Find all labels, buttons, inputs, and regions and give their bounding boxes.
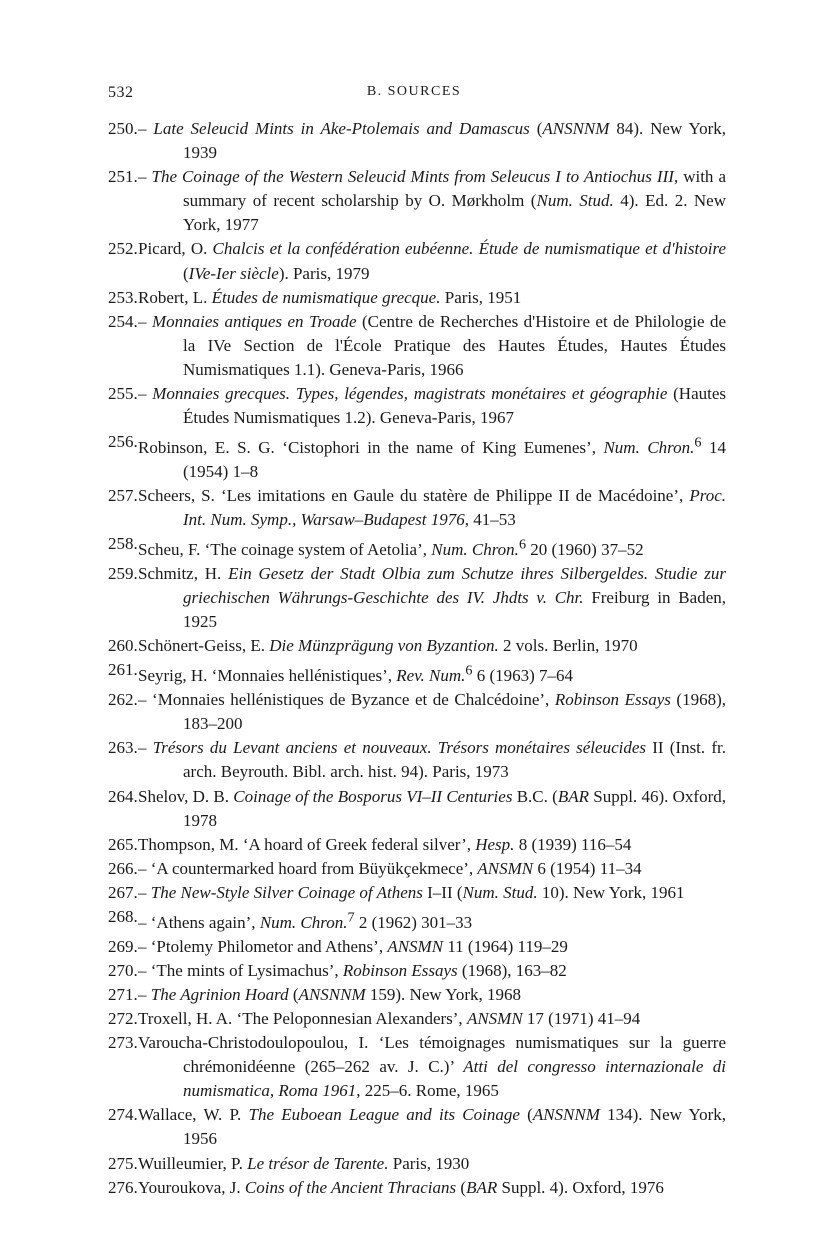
entry-number: 267. bbox=[108, 882, 138, 902]
bibliography-entry bbox=[108, 905, 726, 935]
entry-number: 274. bbox=[108, 1105, 138, 1125]
bibliography-entry bbox=[108, 532, 726, 562]
bibliography-entry bbox=[108, 382, 726, 430]
entry-number: 263. bbox=[108, 738, 138, 758]
entry-text: Robert, L. Études de numismatique grecque. Paris, 1951 bbox=[138, 287, 522, 307]
entry-text: Troxell, H. A. ‘The Peloponnesian Alexanders’, ANSMN 17 (1971) 41–94 bbox=[138, 1009, 641, 1028]
bibliography-entry bbox=[108, 165, 726, 237]
entry-text: Schönert-Geiss, E. Die Münzprägung von Byzantion. 2 vols. Berlin, 1970 bbox=[138, 636, 638, 656]
entry-number: 256. bbox=[108, 432, 138, 452]
bibliography-entry bbox=[108, 833, 726, 857]
running-head: B. SOURCES bbox=[366, 84, 462, 99]
bibliography-entry bbox=[108, 736, 726, 784]
entry-text: – ‘A countermarked hoard from Büyükçekmece’, ANSMN 6 (1954) 11–34 bbox=[138, 858, 642, 878]
entry-number: 269. bbox=[108, 936, 138, 956]
entry-text: Thompson, M. ‘A hoard of Greek federal silver’, Hesp. 8 (1939) 116–54 bbox=[138, 834, 632, 854]
entry-number: 252. bbox=[108, 239, 138, 259]
entry-number: 265. bbox=[108, 834, 138, 854]
entry-number: 272. bbox=[108, 1009, 138, 1028]
bibliography-entry bbox=[108, 959, 726, 983]
bibliography-entry bbox=[108, 658, 726, 688]
bibliography-entry bbox=[108, 935, 726, 959]
bibliography-entry bbox=[108, 1152, 726, 1176]
entry-text: – ‘Athens again’, Num. Chron.$^7$ 2 (1962) 301–33 bbox=[138, 908, 473, 932]
entry-text: – ‘Monnaies hellénistiques de Byzance et de Chalcédoine’, Robinson Essays (1968), 183–200 bbox=[138, 690, 726, 734]
entry-text: Schmitz, H. Ein Gesetz der Stadt Olbia zum Schutze ihres Silbergeldes. Studie zur griechischen Währungs-Geschichte des IV. Jhdts v. Chr. Freiburg in Baden, 1925 bbox=[138, 564, 726, 632]
entry-text: – The Agrinion Hoard (ANSNNM 159). New York, 1968 bbox=[138, 984, 522, 1004]
bibliography-entry bbox=[108, 430, 726, 484]
entry-text: Varoucha-Christodoulopoulou, I. ‘Les témoignages numismatiques sur la guerre chrémonidéenne (265–262 av. J. C.)’ Atti del congresso internazionale di numismatica, Roma 1961, 225–6. Rome, 1965 bbox=[138, 1033, 727, 1101]
bibliography-entry bbox=[108, 983, 726, 1007]
entry-text: Shelov, D. B. Coinage of the Bosporus VI–II Centuries B.C. (BAR Suppl. 46). Oxford, 1978 bbox=[138, 786, 726, 830]
entry-text: Wallace, W. P. The Euboean League and its Coinage (ANSNNM 134). New York, 1956 bbox=[138, 1105, 726, 1149]
entry-number: 260. bbox=[108, 636, 138, 656]
entry-number: 259. bbox=[108, 564, 138, 583]
page-number: 532 bbox=[108, 84, 134, 101]
entry-text: Robinson, E. S. G. ‘Cistophori in the name of King Eumenes’, Num. Chron.$^6$ 14 (1954) 1–8 bbox=[138, 434, 727, 481]
bibliography-entry bbox=[108, 1176, 726, 1200]
entry-number: 276. bbox=[108, 1177, 138, 1197]
entry-text: Wuilleumier, P. Le trésor de Tarente. Paris, 1930 bbox=[138, 1153, 470, 1173]
bibliography-entry bbox=[108, 484, 726, 532]
bibliography-entry bbox=[108, 562, 726, 634]
entry-number: 253. bbox=[108, 287, 138, 307]
entry-number: 255. bbox=[108, 384, 138, 404]
entry-text: – Late Seleucid Mints in Ake-Ptolemais and Damascus (ANSNNM 84). New York, 1939 bbox=[138, 119, 727, 163]
bibliography-list bbox=[108, 117, 726, 1200]
entry-number: 250. bbox=[108, 119, 138, 138]
entry-number: 257. bbox=[108, 486, 138, 506]
entry-text: – The New-Style Silver Coinage of Athens I–II (Num. Stud. 10). New York, 1961 bbox=[138, 882, 685, 902]
bibliography-entry bbox=[108, 634, 726, 658]
bibliography-entry bbox=[108, 237, 726, 285]
entry-number: 264. bbox=[108, 786, 138, 806]
entry-number: 258. bbox=[108, 534, 138, 554]
entry-number: 273. bbox=[108, 1033, 138, 1053]
entry-text: Scheers, S. ‘Les imitations en Gaule du statère de Philippe II de Macédoine’, Proc. Int. Num. Symp., Warsaw–Budapest 1976, 41–53 bbox=[138, 486, 726, 530]
bibliography-entry bbox=[108, 688, 726, 736]
bibliography-entry bbox=[108, 1103, 726, 1151]
entry-text: – The Coinage of the Western Seleucid Mints from Seleucus I to Antiochus III, with a summary of recent scholarship by O. Mørkholm (Num. Stud. 4). Ed. 2. New York, 1977 bbox=[138, 167, 726, 235]
bibliography-entry bbox=[108, 1031, 726, 1103]
bibliography-entry bbox=[108, 857, 726, 881]
entry-number: 262. bbox=[108, 690, 138, 710]
entry-number: 268. bbox=[108, 906, 138, 926]
bibliography-entry bbox=[108, 881, 726, 905]
entry-number: 271. bbox=[108, 984, 138, 1004]
entry-number: 254. bbox=[108, 311, 138, 331]
entry-text: Scheu, F. ‘The coinage system of Aetolia’, Num. Chron.$^6$ 20 (1960) 37–52 bbox=[138, 536, 644, 559]
bibliography-entry bbox=[108, 785, 726, 833]
entry-number: 251. bbox=[108, 167, 138, 187]
entry-text: Youroukova, J. Coins of the Ancient Thracians (BAR Suppl. 4). Oxford, 1976 bbox=[138, 1177, 664, 1197]
bibliography-entry bbox=[108, 310, 726, 382]
entry-text: – Monnaies grecques. Types, légendes, magistrats monétaires et géographie (Hautes Études Numismatiques 1.2). Geneva-Paris, 1967 bbox=[138, 384, 726, 428]
bibliography-entry bbox=[108, 1007, 726, 1031]
bibliography-entry bbox=[108, 286, 726, 310]
entry-text: Seyrig, H. ‘Monnaies hellénistiques’, Rev. Num.$^6$ 6 (1963) 7–64 bbox=[138, 662, 574, 686]
entry-text: – ‘The mints of Lysimachus’, Robinson Essays (1968), 163–82 bbox=[138, 960, 567, 980]
bibliography-entry bbox=[108, 117, 726, 165]
entry-number: 275. bbox=[108, 1153, 138, 1173]
entry-number: 270. bbox=[108, 960, 138, 980]
entry-number: 266. bbox=[108, 858, 138, 878]
entry-text: Picard, O. Chalcis et la confédération eubéenne. Étude de numismatique et d'histoire (IVe-Ier siècle). Paris, 1979 bbox=[138, 239, 726, 283]
entry-text: – Monnaies antiques en Troade (Centre de Recherches d'Histoire et de Philologie de la IVe Section de l'École Pratique des Hautes Études, Hautes Études Numismatiques 1.1). Geneva-Paris, 1966 bbox=[138, 311, 727, 379]
page-header bbox=[108, 84, 720, 106]
entry-text: – ‘Ptolemy Philometor and Athens’, ANSMN 11 (1964) 119–29 bbox=[138, 936, 568, 956]
entry-number: 261. bbox=[108, 660, 138, 680]
entry-text: – Trésors du Levant anciens et nouveaux. Trésors monétaires séleucides II (Inst. fr. arch. Beyrouth. Bibl. arch. hist. 94). Paris, 1973 bbox=[138, 738, 726, 782]
